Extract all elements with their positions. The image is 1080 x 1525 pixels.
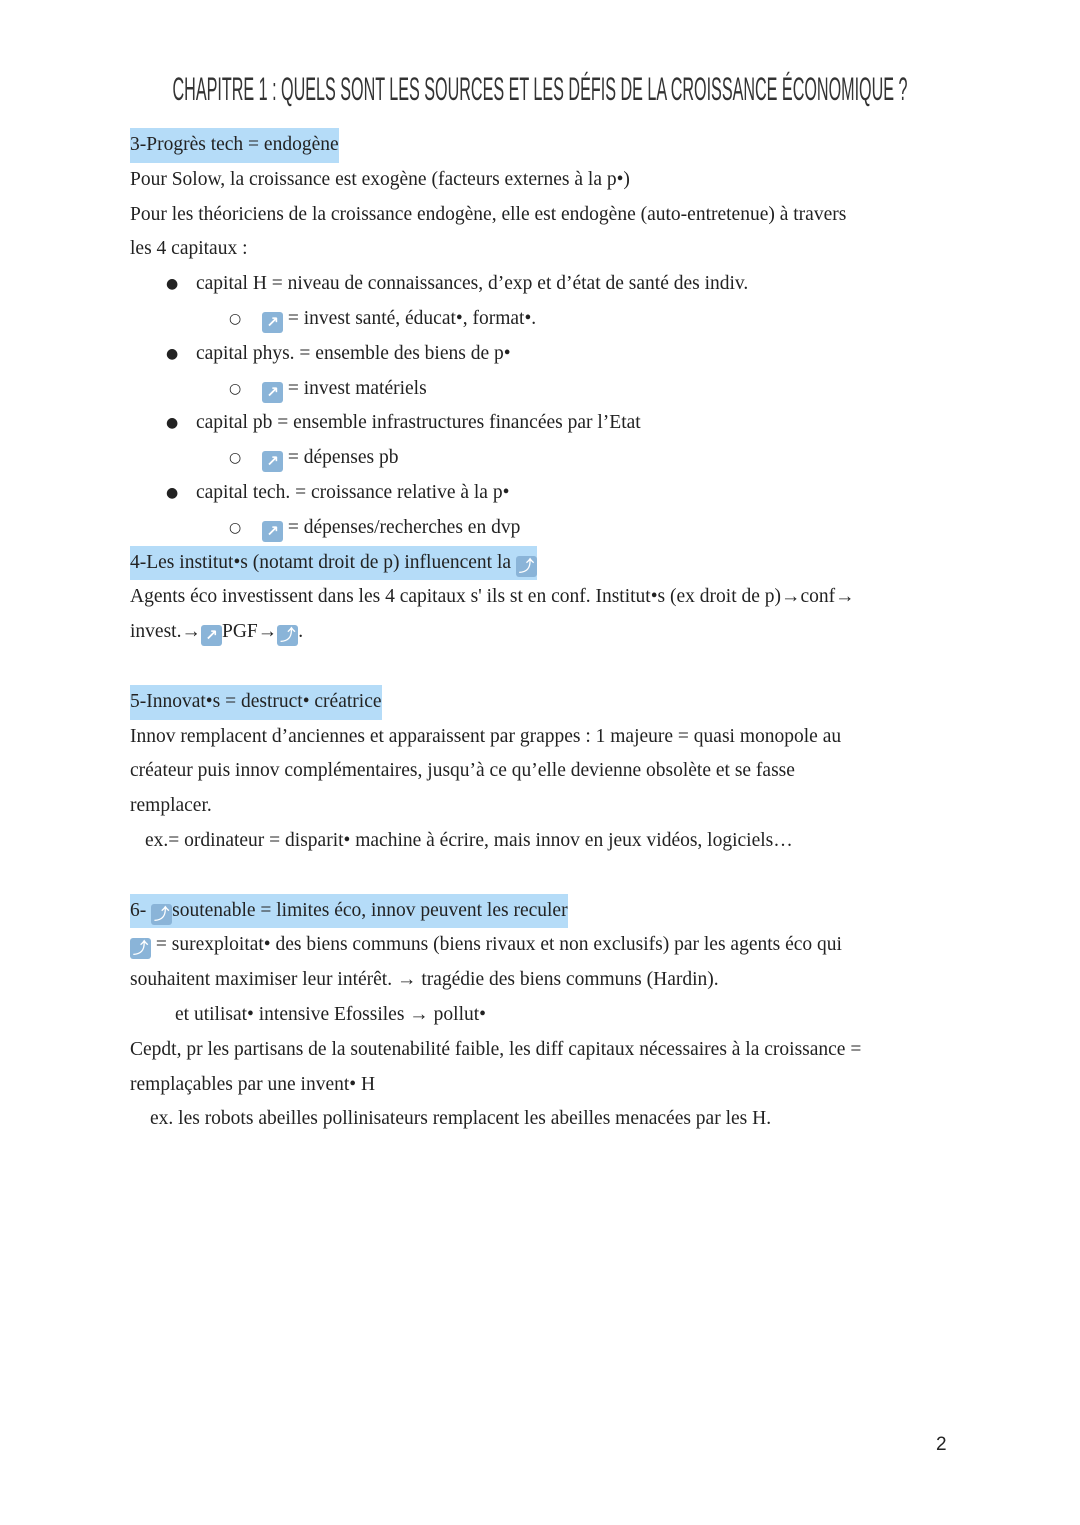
line-content — [130, 963, 719, 998]
increase-arrow-icon: ↗ — [262, 451, 283, 472]
line-content — [145, 824, 793, 859]
list-item — [0, 441, 1080, 476]
line-content — [130, 754, 795, 789]
text-line — [0, 650, 1080, 685]
text-span: remplaçables par une invent• H — [130, 1073, 376, 1095]
text-span: 6- — [130, 899, 152, 921]
sub-bullet-icon: ○ — [229, 310, 242, 327]
text-span: = surexploitat• des biens communs (biens rivaux et non exclusifs) par les agents éco qui — [151, 934, 842, 956]
line-content — [196, 337, 511, 372]
text-span: les 4 capitaux : — [130, 238, 248, 260]
list-item — [0, 406, 1080, 441]
bullet-icon: ● — [166, 484, 179, 501]
growth-arrow-icon: ⤴ — [277, 625, 298, 646]
text-span: 4-Les institut•s (notamt droit de p) influencent la — [130, 551, 516, 573]
text-span: Pour les théoriciens de la croissance endogène, elle est endogène (auto-entretenue) à travers — [130, 203, 847, 225]
growth-arrow-icon: ⤴ — [130, 938, 151, 959]
text-span: invest.→ — [130, 621, 201, 643]
line-content — [130, 1068, 375, 1103]
section-heading — [0, 894, 1080, 929]
list-item — [0, 372, 1080, 407]
text-span: et utilisat• intensive Efossiles → pollut• — [175, 1003, 487, 1025]
text-span: Agents éco investissent dans les 4 capitaux s' ils st en conf. Institut•s (ex droit de p)→conf→ — [130, 586, 855, 608]
text-span: Pour Solow, la croissance est exogène (facteurs externes à la p•) — [130, 168, 630, 190]
line-content — [130, 1033, 861, 1068]
text-span: ex. les robots abeilles pollinisateurs remplacent les abeilles menacées par les H. — [150, 1108, 772, 1130]
text-span: . — [298, 621, 304, 643]
list-item — [0, 337, 1080, 372]
bullet-icon: ● — [166, 345, 179, 362]
increase-arrow-icon: ↗ — [262, 521, 283, 542]
text-span: Innov remplacent d’anciennes et apparaissent par grappes : 1 majeure = quasi monopole au — [130, 725, 842, 747]
line-content — [150, 1102, 771, 1137]
line-content — [130, 163, 630, 198]
sub-bullet-icon: ○ — [229, 519, 242, 536]
growth-arrow-icon: ⤴ — [516, 556, 537, 577]
text-span: = dépenses/recherches en dvp — [283, 516, 521, 538]
line-content — [130, 928, 842, 963]
text-span: capital tech. = croissance relative à la p• — [196, 481, 510, 503]
line-content — [196, 476, 509, 511]
text-span: souhaitent maximiser leur intérêt. → tragédie des biens communs (Hardin). — [130, 969, 719, 991]
line-content — [130, 128, 339, 163]
text-line — [0, 824, 1080, 859]
text-span: = invest matériels — [283, 377, 427, 399]
text-span: soutenable = limites éco, innov peuvent les reculer — [172, 899, 568, 921]
line-content — [196, 267, 748, 302]
text-line — [0, 232, 1080, 267]
section-heading — [0, 546, 1080, 581]
line-content — [196, 406, 641, 441]
text-line — [0, 198, 1080, 233]
line-content — [130, 685, 382, 720]
text-span: = dépenses pb — [283, 447, 399, 469]
text-line — [0, 1068, 1080, 1103]
line-content — [175, 998, 486, 1033]
text-line — [0, 580, 1080, 615]
text-line — [0, 615, 1080, 650]
line-content — [130, 546, 537, 581]
page-title-svg — [0, 62, 1080, 112]
section-heading — [0, 685, 1080, 720]
increase-arrow-icon: ↗ — [262, 312, 283, 333]
text-line — [0, 1033, 1080, 1068]
text-span: capital phys. = ensemble des biens de p• — [196, 342, 511, 364]
increase-arrow-icon: ↗ — [262, 382, 283, 403]
text-line — [0, 998, 1080, 1033]
text-span: = invest santé, éducat•, format•. — [283, 307, 537, 329]
text-span: Cepdt, pr les partisans de la soutenabilité faible, les diff capitaux nécessaires à la croissance = — [130, 1038, 862, 1060]
section-heading — [0, 128, 1080, 163]
line-content — [262, 441, 399, 476]
document-body — [0, 128, 1080, 1137]
line-content — [130, 580, 855, 615]
line-content — [262, 302, 536, 337]
text-span: capital pb = ensemble infrastructures financées par l’Etat — [196, 412, 641, 434]
page-title — [0, 62, 1080, 112]
sub-bullet-icon: ○ — [229, 450, 242, 467]
text-line — [0, 928, 1080, 963]
text-line — [0, 720, 1080, 755]
text-line — [0, 163, 1080, 198]
line-content — [130, 894, 568, 929]
text-span: ex.= ordinateur = disparit• machine à écrire, mais innov en jeux vidéos, logiciels… — [145, 829, 793, 851]
increase-arrow-icon: ↗ — [201, 625, 222, 646]
line-content — [262, 372, 427, 407]
line-content — [130, 198, 846, 233]
bullet-icon: ● — [166, 415, 179, 432]
list-item — [0, 511, 1080, 546]
text-span: 5-Innovat•s = destruct• créatrice — [130, 690, 382, 712]
text-line — [0, 754, 1080, 789]
text-line — [0, 963, 1080, 998]
page-number: 2 — [936, 1434, 947, 1455]
bullet-icon: ● — [166, 276, 179, 293]
list-item — [0, 267, 1080, 302]
line-content — [130, 789, 212, 824]
line-content — [130, 232, 248, 267]
line-content — [130, 720, 841, 755]
text-span: capital H = niveau de connaissances, d’exp et d’état de santé des indiv. — [196, 273, 749, 295]
list-item — [0, 302, 1080, 337]
line-content — [262, 511, 520, 546]
page-title-text: Chapitre 1 : Quels sont les sources et les défis de la croissance économique ? — [172, 71, 908, 107]
text-line — [0, 789, 1080, 824]
list-item — [0, 476, 1080, 511]
text-span: créateur puis innov complémentaires, jusqu’à ce qu’elle devienne obsolète et se fasse — [130, 760, 795, 782]
text-line — [0, 859, 1080, 894]
text-line — [0, 1102, 1080, 1137]
text-span: 3-Progrès tech = endogène — [130, 134, 339, 155]
text-span: PGF→ — [221, 621, 278, 643]
growth-arrow-icon: ⤴ — [151, 904, 172, 925]
line-content — [130, 615, 303, 650]
sub-bullet-icon: ○ — [229, 380, 242, 397]
text-span: remplacer. — [130, 795, 212, 817]
